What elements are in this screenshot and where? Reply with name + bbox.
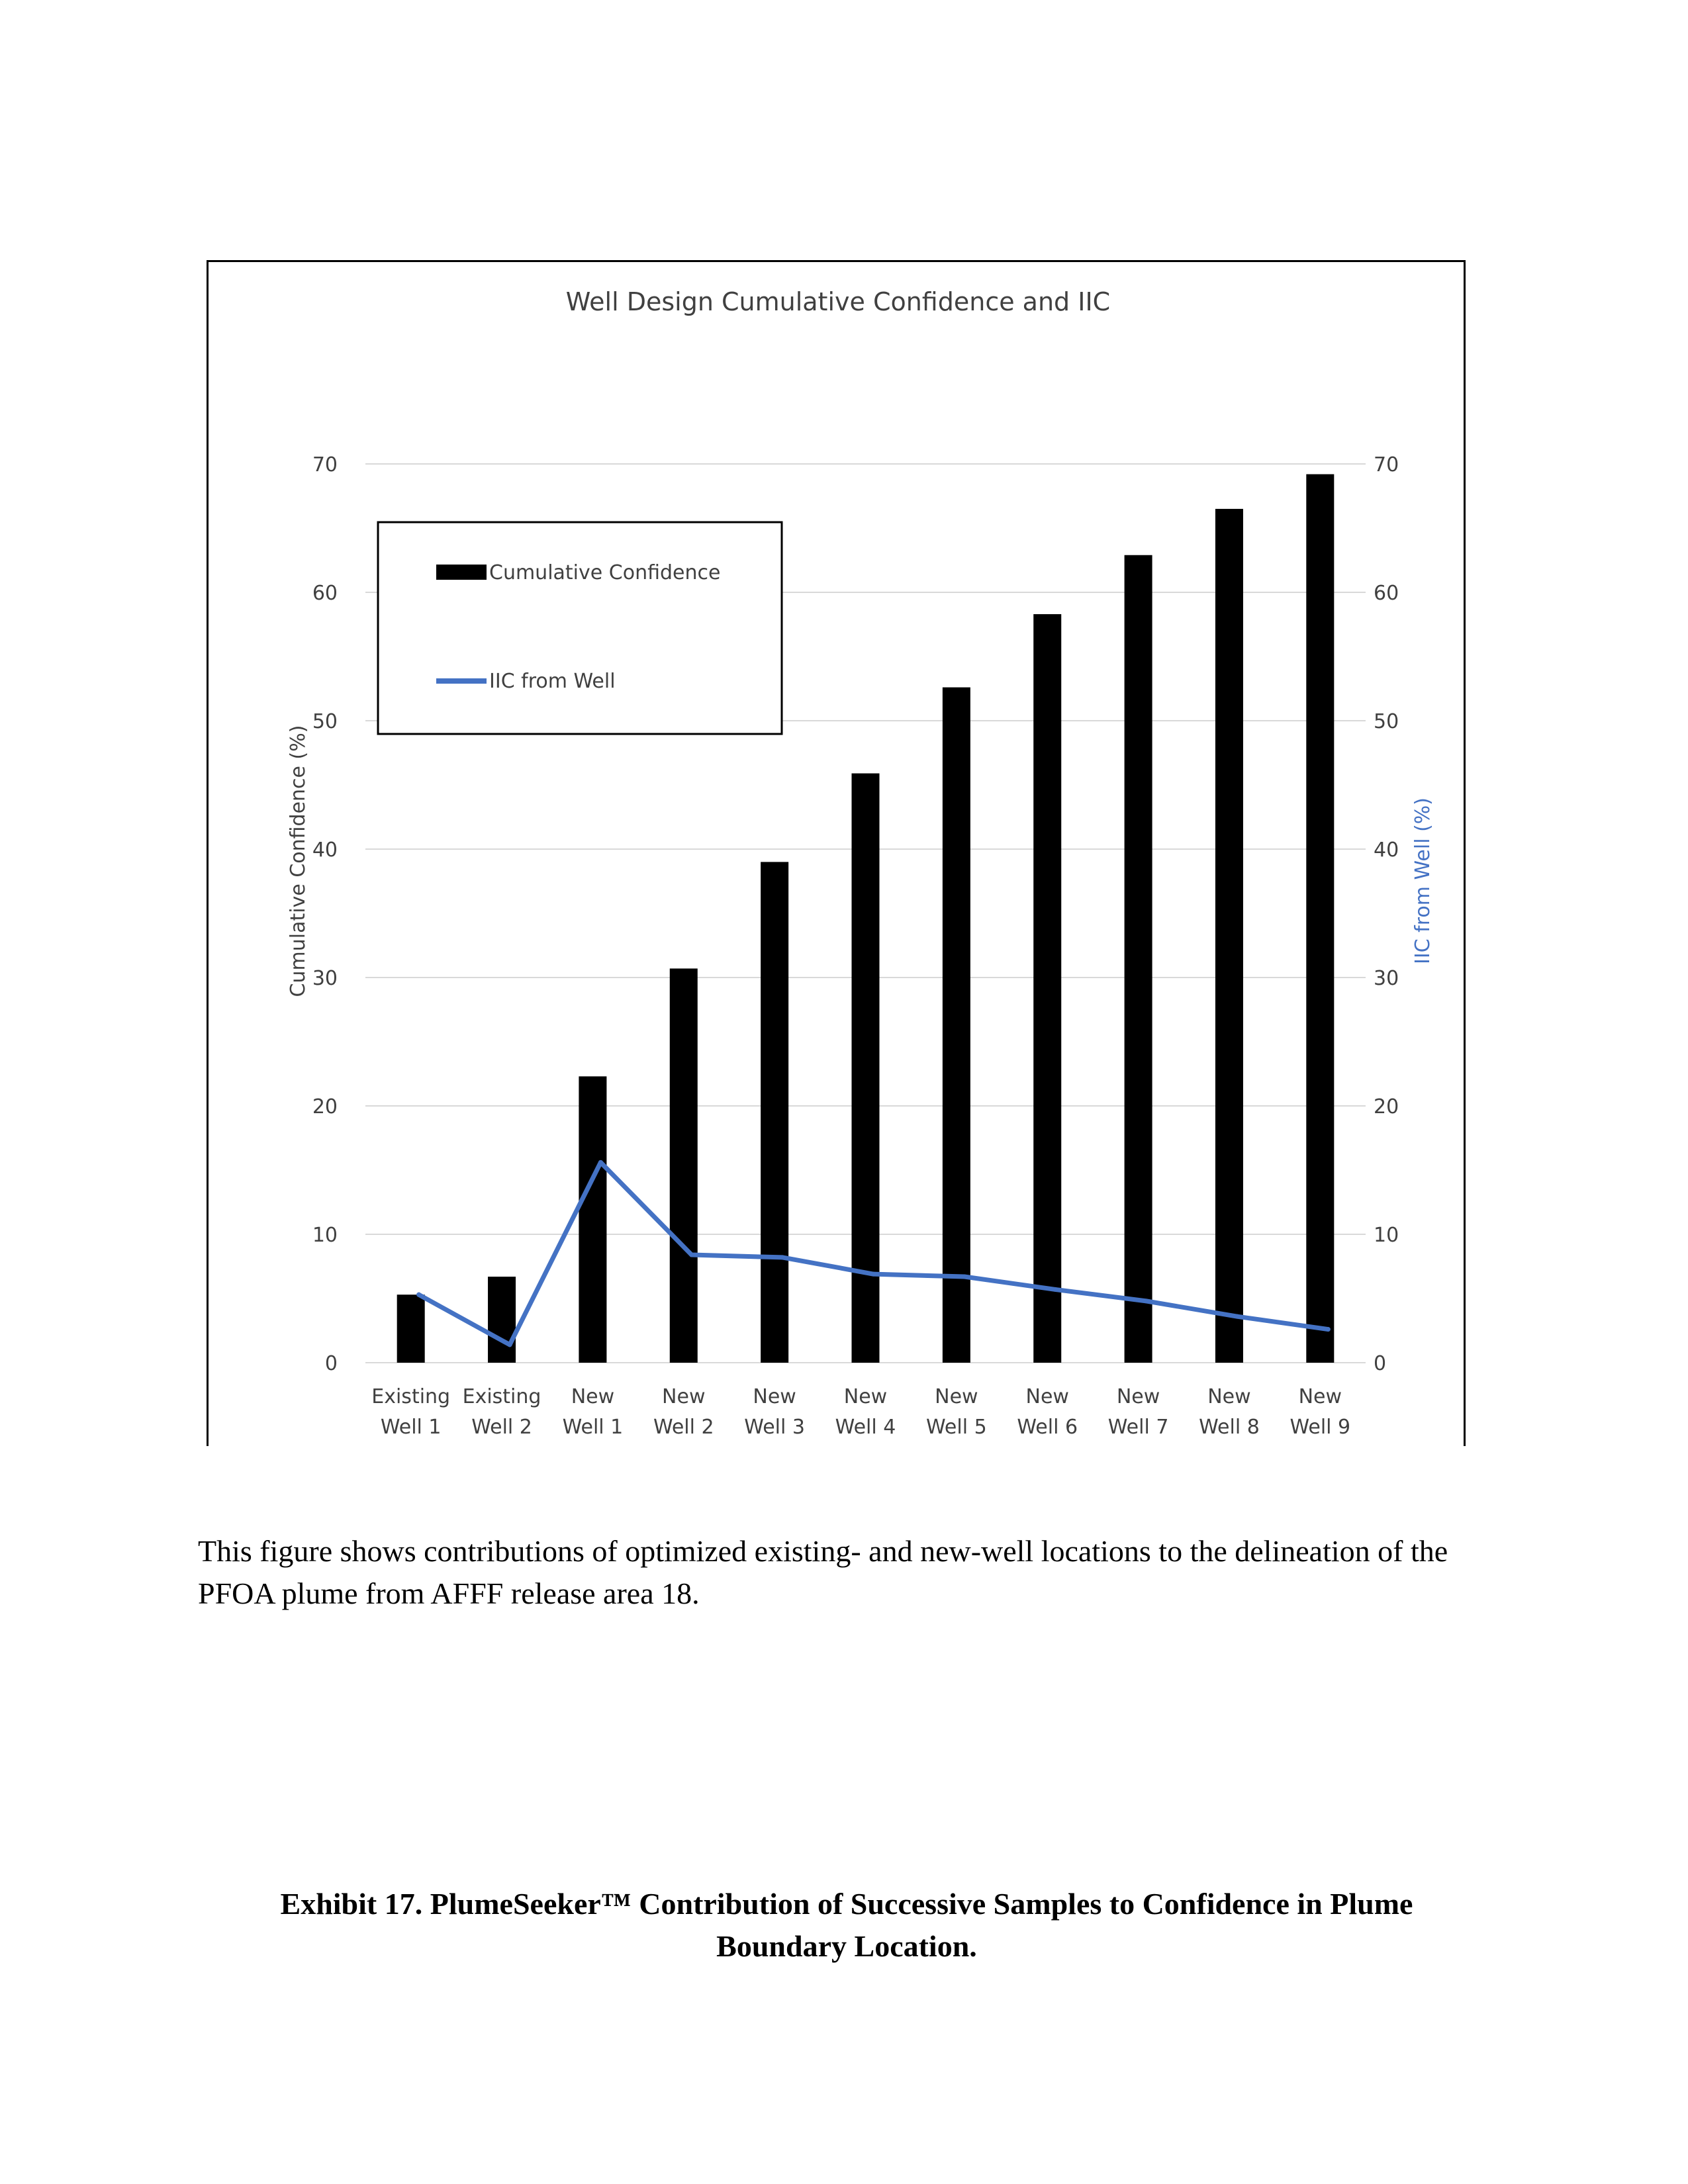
left-axis-ticks: [312, 453, 338, 1375]
bar: [943, 688, 970, 1363]
right-tick-label: 50: [1374, 710, 1399, 733]
x-tick-label-line: Existing: [462, 1385, 541, 1408]
left-tick-label: 70: [312, 453, 338, 477]
bar: [670, 968, 698, 1363]
line-point: [1326, 1327, 1331, 1332]
x-tick-label-line: New: [1025, 1385, 1069, 1408]
legend-bar-swatch: [436, 565, 487, 580]
legend: [378, 522, 782, 734]
x-tick-label-line: New: [1116, 1385, 1160, 1408]
exhibit-title-line-2: Boundary Location.: [716, 1929, 977, 1963]
bar: [1125, 555, 1152, 1363]
bar: [1306, 475, 1334, 1363]
right-tick-label: 20: [1374, 1095, 1399, 1118]
x-tick-label-line: Well 8: [1199, 1416, 1260, 1439]
chart-frame: [207, 260, 1466, 1446]
x-tick-label-line: Well 2: [653, 1416, 714, 1439]
x-tick-label: [1289, 1385, 1350, 1439]
chart: [209, 262, 1468, 1448]
x-tick-label: [1199, 1385, 1260, 1439]
line-point: [598, 1160, 603, 1165]
x-tick-label-line: Existing: [371, 1385, 451, 1408]
x-tick-label-line: New: [935, 1385, 978, 1408]
x-axis-tick-labels: [371, 1385, 1350, 1439]
x-tick-label: [1108, 1385, 1169, 1439]
x-tick-label-line: New: [1298, 1385, 1342, 1408]
left-tick-label: 50: [312, 710, 338, 733]
x-tick-label-line: Well 2: [471, 1416, 532, 1439]
right-tick-label: 0: [1374, 1352, 1387, 1375]
x-tick-label: [835, 1385, 896, 1439]
left-tick-label: 60: [312, 582, 338, 605]
x-tick-label: [744, 1385, 805, 1439]
x-tick-label: [371, 1385, 450, 1439]
figure-caption: This figure shows contributions of optimized existing- and new-well locations to the delineation of the PFOA plume from AFFF release area 18.: [198, 1534, 1448, 1610]
bar: [397, 1295, 425, 1363]
left-tick-label: 30: [312, 967, 338, 990]
right-tick-label: 30: [1374, 967, 1399, 990]
x-tick-label-line: Well 1: [562, 1416, 624, 1439]
x-tick-label-line: Well 1: [380, 1416, 442, 1439]
right-tick-label: 40: [1374, 839, 1399, 862]
bar: [1033, 614, 1061, 1363]
x-tick-label-line: Well 6: [1017, 1416, 1078, 1439]
left-tick-label: 10: [312, 1224, 338, 1247]
line-point: [689, 1253, 694, 1257]
x-tick-label-line: Well 7: [1107, 1416, 1169, 1439]
x-tick-label: [926, 1385, 987, 1439]
right-tick-label: 70: [1374, 453, 1399, 477]
line-point: [1053, 1287, 1058, 1292]
legend-box: [378, 522, 782, 734]
x-tick-label: [653, 1385, 714, 1439]
exhibit-title-line-1: Exhibit 17. PlumeSeeker™ Contribution of Successive Samples to Confidence in Plume: [280, 1887, 1413, 1921]
x-tick-label: [563, 1385, 624, 1439]
line-point: [780, 1255, 785, 1259]
line-point: [508, 1342, 512, 1347]
bar: [488, 1277, 516, 1363]
line-point: [962, 1275, 966, 1279]
right-axis-ticks: [1374, 453, 1399, 1375]
x-tick-label-line: Well 3: [744, 1416, 805, 1439]
bar: [1215, 509, 1243, 1363]
line-point: [1144, 1298, 1149, 1303]
x-tick-label-line: Well 9: [1289, 1416, 1351, 1439]
x-tick-label-line: Well 4: [835, 1416, 896, 1439]
bar: [761, 862, 788, 1363]
right-tick-label: 10: [1374, 1224, 1399, 1247]
bar: [579, 1076, 606, 1363]
chart-title: Well Design Cumulative Confidence and IIC: [565, 287, 1111, 316]
x-tick-label-line: New: [571, 1385, 615, 1408]
line-point: [1235, 1314, 1239, 1319]
x-tick-label: [463, 1385, 541, 1439]
x-tick-label-line: New: [753, 1385, 796, 1408]
legend-bar-label: Cumulative Confidence: [489, 561, 721, 584]
x-tick-label-line: New: [843, 1385, 888, 1408]
right-axis-label: IIC from Well (%): [1411, 797, 1434, 965]
line-point: [416, 1293, 421, 1297]
x-tick-label-line: New: [1207, 1385, 1251, 1408]
x-tick-label: [1017, 1385, 1078, 1439]
x-tick-label-line: Well 5: [926, 1416, 987, 1439]
right-tick-label: 60: [1374, 582, 1399, 605]
left-tick-label: 40: [312, 839, 338, 862]
line-point: [871, 1272, 876, 1277]
left-tick-label: 20: [312, 1095, 338, 1118]
exhibit-title: [198, 1883, 1495, 1968]
left-axis-label: Cumulative Confidence (%): [287, 725, 310, 997]
x-tick-label-line: New: [662, 1385, 706, 1408]
legend-line-label: IIC from Well: [489, 670, 616, 693]
left-tick-label: 0: [324, 1352, 338, 1375]
